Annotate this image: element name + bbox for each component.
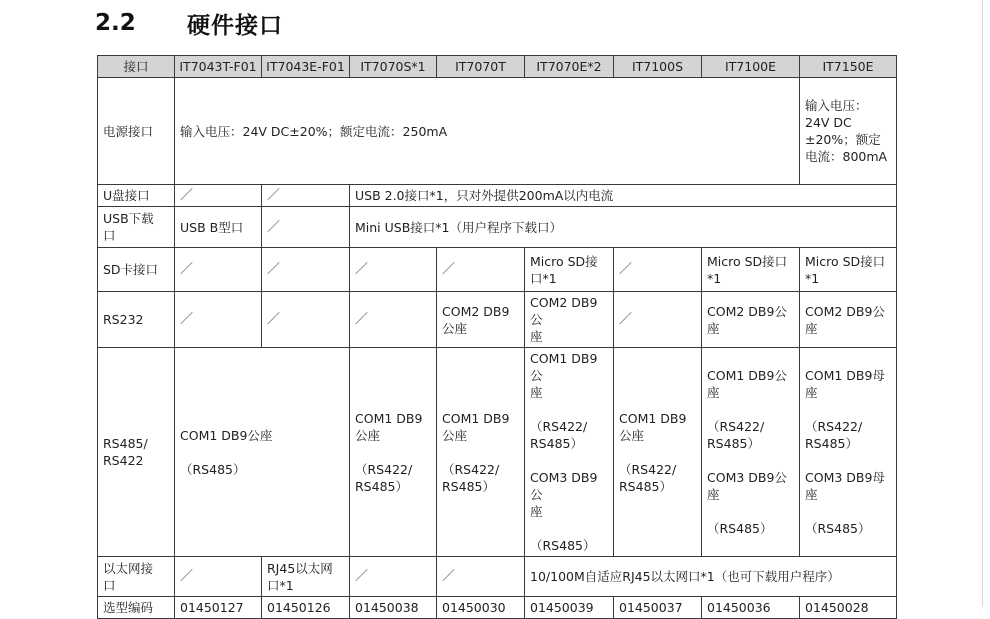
order-code-it7043t: 01450127: [175, 597, 262, 619]
row-label-rs232: RS232: [98, 292, 175, 348]
sd-none-it7043t: ／: [175, 248, 262, 292]
order-code-it7070e: 01450039: [525, 597, 614, 619]
row-label-usb-download: USB下载 口: [98, 207, 175, 248]
sd-none-it7100s: ／: [614, 248, 702, 292]
udisk-none-it7043e: ／: [262, 185, 350, 207]
power-spec-common: 输入电压：24V DC±20%；额定电流：250mA: [175, 78, 800, 185]
row-label-sd: SD卡接口: [98, 248, 175, 292]
rs485-it7100e: COM1 DB9公 座 （RS422/ RS485） COM3 DB9公 座 （RS485）: [702, 348, 800, 557]
header-it7100e: IT7100E: [702, 56, 800, 78]
row-label-rs485: RS485/ RS422: [98, 348, 175, 557]
header-interface: 接口: [98, 56, 175, 78]
sd-it7150e: Micro SD接口 *1: [800, 248, 897, 292]
table-row-ethernet: [98, 557, 897, 597]
header-it7070e: IT7070E*2: [525, 56, 614, 78]
section-heading: [95, 6, 283, 40]
order-code-it7070s: 01450038: [350, 597, 437, 619]
rs232-none-it7100s: ／: [614, 292, 702, 348]
table-row-rs485: [98, 348, 897, 557]
row-label-power: 电源接口: [98, 78, 175, 185]
row-label-udisk: U盘接口: [98, 185, 175, 207]
rs232-none-it7043e: ／: [262, 292, 350, 348]
order-code-it7070t: 01450030: [437, 597, 525, 619]
usb-download-it7043t: USB B型口: [175, 207, 262, 248]
rs485-it7070e: COM1 DB9公 座 （RS422/ RS485） COM3 DB9公 座 （RS485）: [525, 348, 614, 557]
table-row-order-code: [98, 597, 897, 619]
rs485-it7070t: COM1 DB9 公座 （RS422/ RS485）: [437, 348, 525, 557]
page-edge-divider: [982, 0, 983, 607]
ethernet-it7043e: RJ45以太网 口*1: [262, 557, 350, 597]
table-row-rs232: [98, 292, 897, 348]
order-code-it7100s: 01450037: [614, 597, 702, 619]
rs485-it7150e: COM1 DB9母 座 （RS422/ RS485） COM3 DB9母 座 （RS485）: [800, 348, 897, 557]
rs485-f01: COM1 DB9公座 （RS485）: [175, 348, 350, 557]
usb-download-mini: Mini USB接口*1（用户程序下载口）: [350, 207, 897, 248]
header-it7070s: IT7070S*1: [350, 56, 437, 78]
sd-it7100e: Micro SD接口 *1: [702, 248, 800, 292]
header-it7150e: IT7150E: [800, 56, 897, 78]
udisk-none-it7043t: ／: [175, 185, 262, 207]
rs232-it7070e: COM2 DB9公 座: [525, 292, 614, 348]
section-number: 2.2: [95, 10, 136, 36]
rs232-it7150e: COM2 DB9公 座: [800, 292, 897, 348]
sd-it7070e: Micro SD接 口*1: [525, 248, 614, 292]
table-row-sd: [98, 248, 897, 292]
ethernet-adaptive: 10/100M自适应RJ45以太网口*1（也可下载用户程序）: [525, 557, 897, 597]
header-it7043e-f01: IT7043E-F01: [262, 56, 350, 78]
ethernet-none-it7070s: ／: [350, 557, 437, 597]
table-header-row: [98, 56, 897, 78]
section-title: 硬件接口: [187, 12, 283, 39]
rs485-it7100s: COM1 DB9 公座 （RS422/ RS485）: [614, 348, 702, 557]
usb-download-none-it7043e: ／: [262, 207, 350, 248]
ethernet-none-it7043t: ／: [175, 557, 262, 597]
sd-none-it7043e: ／: [262, 248, 350, 292]
header-it7100s: IT7100S: [614, 56, 702, 78]
rs232-none-it7070s: ／: [350, 292, 437, 348]
table-row-usb-download: [98, 207, 897, 248]
sd-none-it7070t: ／: [437, 248, 525, 292]
order-code-it7150e: 01450028: [800, 597, 897, 619]
power-spec-it7150e: 输入电压： 24V DC ±20%；额定 电流：800mA: [800, 78, 897, 185]
rs232-it7070t: COM2 DB9 公座: [437, 292, 525, 348]
udisk-spec: USB 2.0接口*1，只对外提供200mA以内电流: [350, 185, 897, 207]
sd-none-it7070s: ／: [350, 248, 437, 292]
order-code-it7043e: 01450126: [262, 597, 350, 619]
header-it7070t: IT7070T: [437, 56, 525, 78]
table-row-udisk: [98, 185, 897, 207]
rs232-it7100e: COM2 DB9公 座: [702, 292, 800, 348]
table-row-power: [98, 78, 897, 185]
rs485-it7070s: COM1 DB9 公座 （RS422/ RS485）: [350, 348, 437, 557]
ethernet-none-it7070t: ／: [437, 557, 525, 597]
row-label-order-code: 选型编码: [98, 597, 175, 619]
row-label-ethernet: 以太网接 口: [98, 557, 175, 597]
header-it7043t-f01: IT7043T-F01: [175, 56, 262, 78]
rs232-none-it7043t: ／: [175, 292, 262, 348]
hardware-interface-table: [97, 55, 897, 619]
order-code-it7100e: 01450036: [702, 597, 800, 619]
